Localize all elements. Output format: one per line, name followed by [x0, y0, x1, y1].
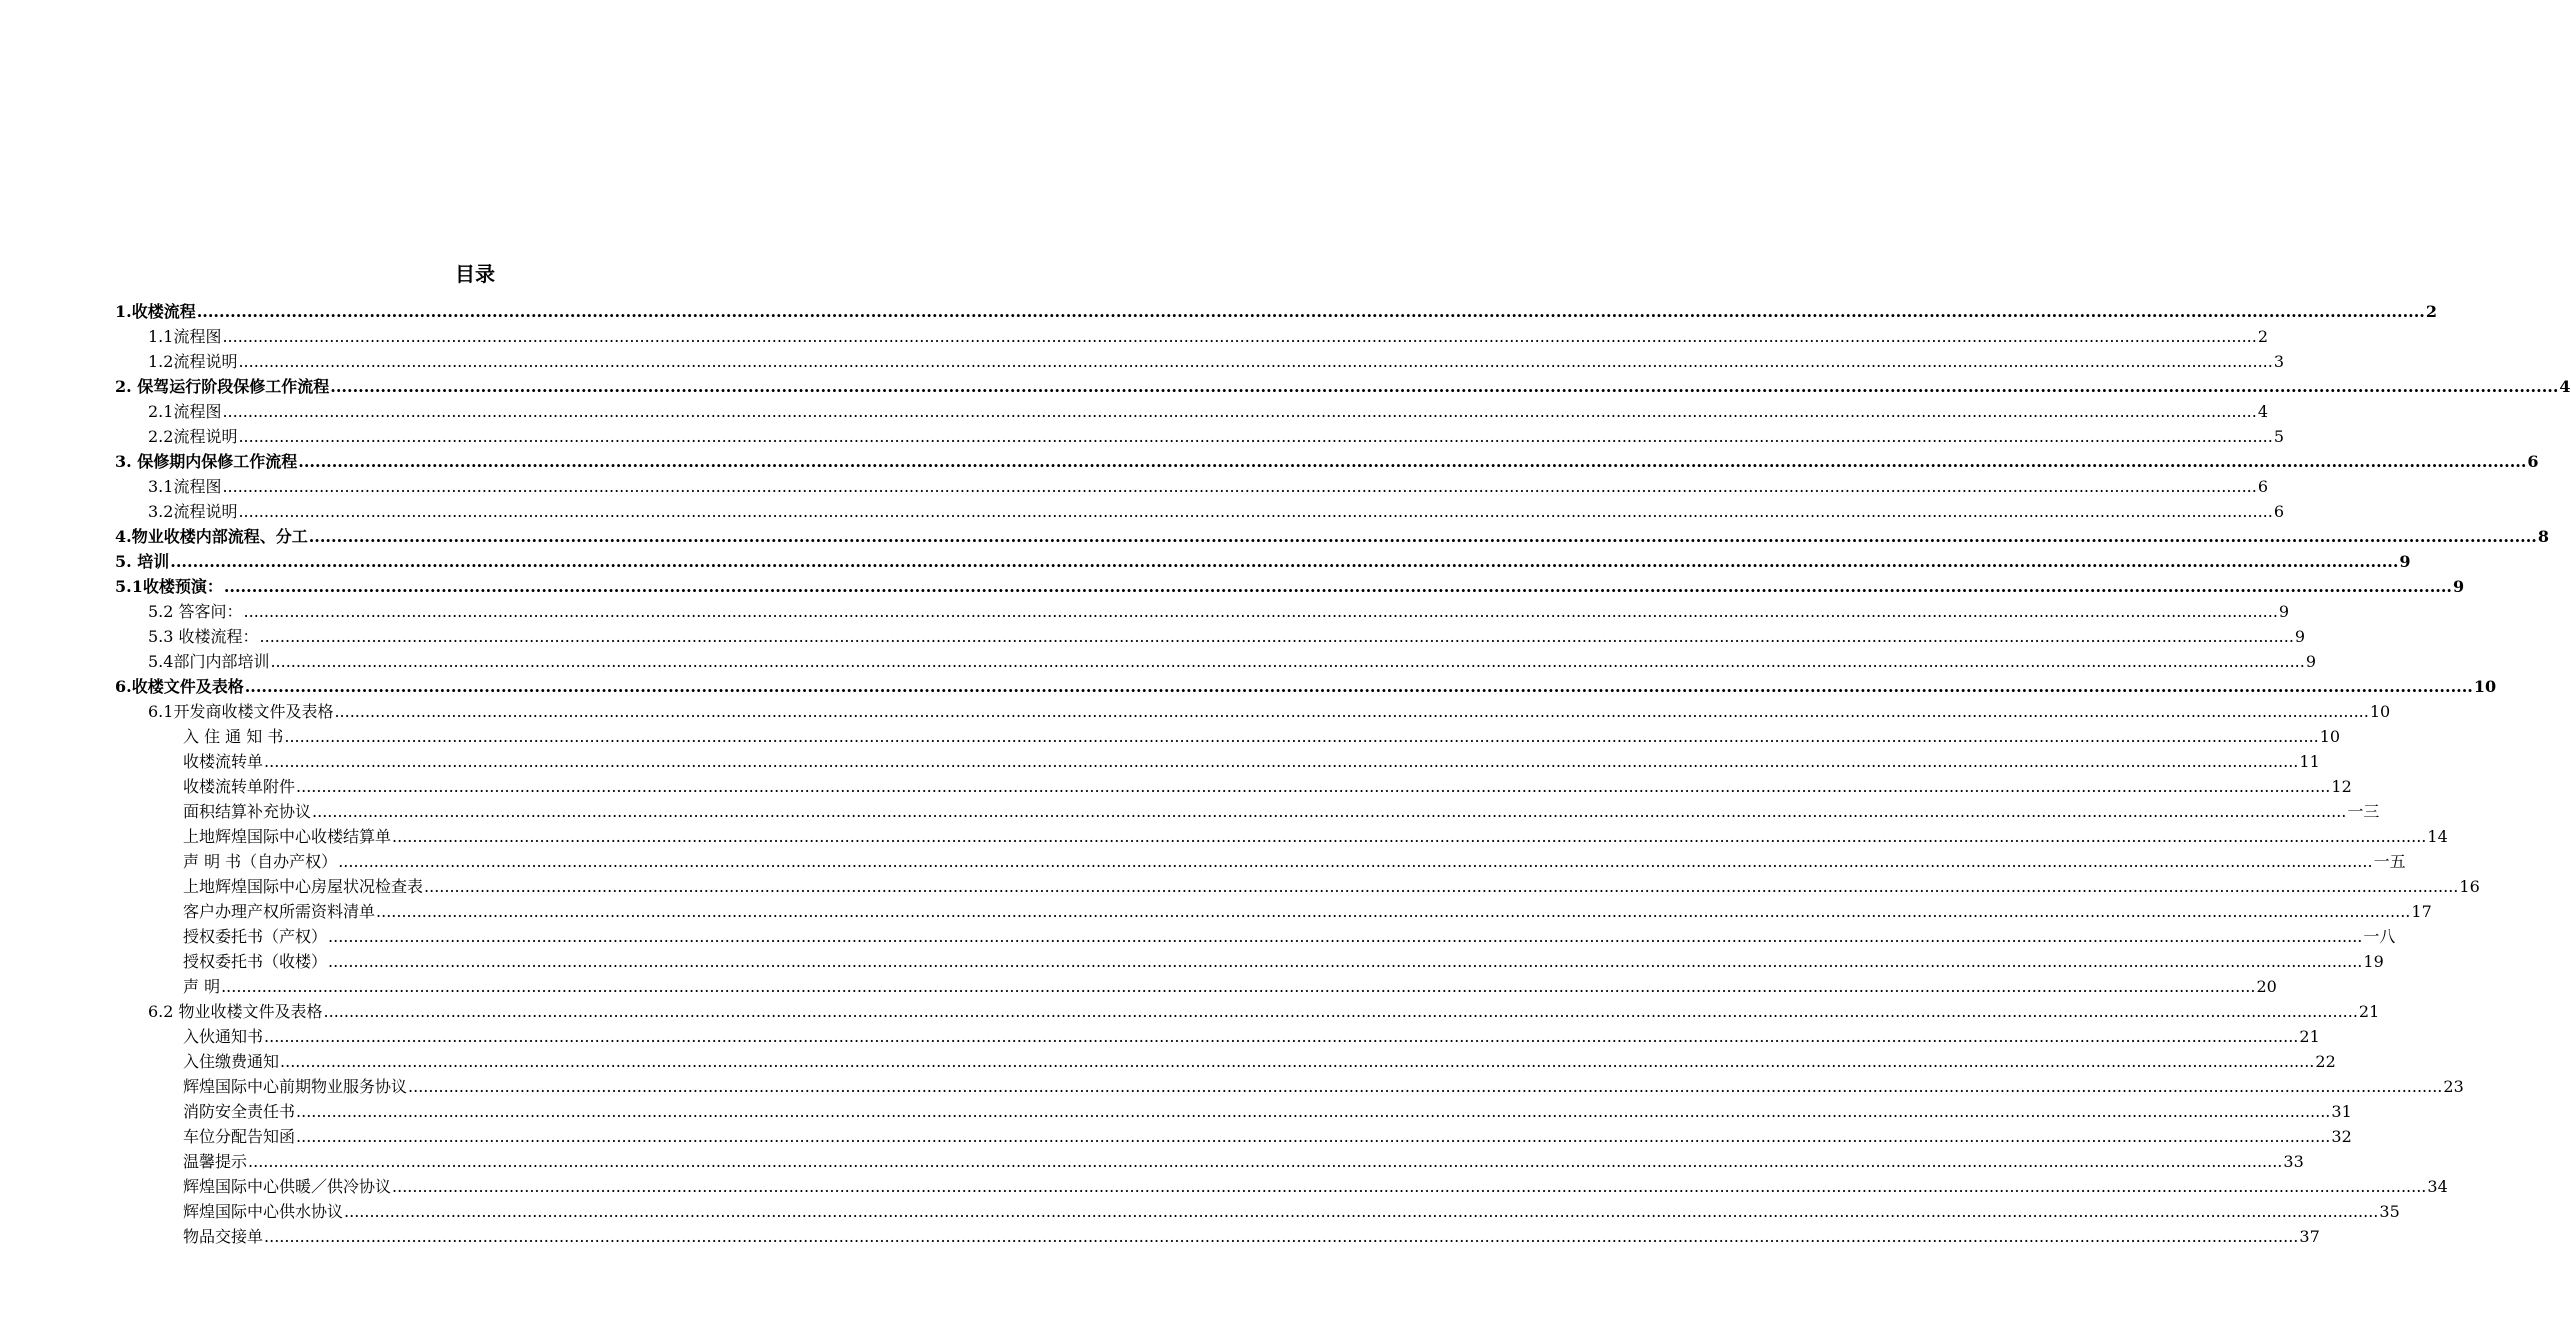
toc-entry-label: 面积结算补充协议 [183, 802, 312, 821]
toc-entry-page: 10 [2369, 702, 2391, 721]
toc-entry[interactable] [115, 773, 2352, 798]
toc-dot-leader: ................................................................................................................................................................................................................................................................................................................................................................................................................ [308, 527, 2537, 546]
toc-dot-leader: ................................................................................................................................................................................................................................................................................................................................................................................................................ [392, 1177, 2427, 1196]
toc-entry[interactable] [115, 1098, 2352, 1123]
toc-entry-page: 12 [2331, 777, 2352, 796]
toc-entry-page: 16 [2459, 877, 2480, 896]
toc-dot-leader: ................................................................................................................................................................................................................................................................................................................................................................................................................ [344, 1202, 2379, 1221]
toc-entry-label: 4.物业收楼内部流程、分工 [115, 527, 308, 546]
toc-dot-leader: ................................................................................................................................................................................................................................................................................................................................................................................................................ [248, 1152, 2283, 1171]
toc-dot-leader: ................................................................................................................................................................................................................................................................................................................................................................................................................ [196, 302, 2425, 321]
toc-entry-page: 22 [2315, 1052, 2336, 1071]
toc-entry-label: 1.收楼流程 [115, 302, 196, 321]
toc-entry-page: 10 [2473, 677, 2497, 696]
toc-entry[interactable] [115, 673, 2497, 698]
toc-entry-page: 11 [2299, 752, 2320, 771]
table-of-contents [115, 298, 2571, 1248]
toc-entry-page: 一八 [2363, 927, 2396, 946]
toc-entry-label: 5.2 答客问： [148, 602, 243, 621]
toc-dot-leader: ................................................................................................................................................................................................................................................................................................................................................................................................................ [312, 802, 2347, 821]
toc-entry-label: 收楼流转单附件 [183, 777, 296, 796]
toc-dot-leader: ................................................................................................................................................................................................................................................................................................................................................................................................................ [296, 1127, 2331, 1146]
toc-entry-page: 5 [2273, 427, 2285, 446]
toc-entry-label: 入伙通知书 [183, 1027, 264, 1046]
toc-entry-page: 2 [2257, 327, 2269, 346]
toc-entry-label: 5. 培训 [115, 552, 170, 571]
toc-entry-page: 17 [2411, 902, 2432, 921]
toc-entry-page: 31 [2331, 1102, 2352, 1121]
toc-entry-label: 辉煌国际中心供暖／供冷协议 [183, 1177, 392, 1196]
toc-dot-leader: ................................................................................................................................................................................................................................................................................................................................................................................................................ [323, 1002, 2358, 1021]
toc-dot-leader: ................................................................................................................................................................................................................................................................................................................................................................................................................ [221, 977, 2256, 996]
toc-entry-label: 3.1流程图 [148, 477, 222, 496]
toc-entry-label: 声 明 [183, 977, 221, 996]
toc-entry-page: 21 [2358, 1002, 2380, 1021]
toc-entry-page: 21 [2299, 1027, 2320, 1046]
toc-entry-label: 2. 保驾运行阶段保修工作流程 [115, 377, 330, 396]
toc-entry-label: 收楼流转单 [183, 752, 264, 771]
toc-entry-page: 9 [2294, 627, 2306, 646]
toc-entry-page: 9 [2399, 552, 2411, 571]
toc-entry-page: 10 [2319, 727, 2341, 746]
toc-entry-page: 35 [2379, 1202, 2400, 1221]
toc-entry[interactable] [115, 1023, 2320, 1048]
toc-entry[interactable] [115, 548, 2411, 573]
toc-dot-leader: ................................................................................................................................................................................................................................................................................................................................................................................................................ [280, 1052, 2315, 1071]
toc-entry-label: 6.收楼文件及表格 [115, 677, 244, 696]
toc-entry-label: 3.2流程说明 [148, 502, 238, 521]
toc-dot-leader: ................................................................................................................................................................................................................................................................................................................................................................................................................ [222, 402, 2257, 421]
toc-entry[interactable] [115, 348, 2285, 373]
toc-entry-label: 客户办理产权所需资料清单 [183, 902, 376, 921]
toc-entry-label: 1.1流程图 [148, 327, 222, 346]
toc-entry[interactable] [115, 723, 2341, 748]
toc-entry-label: 5.4部门内部培训 [148, 652, 270, 671]
toc-entry-label: 5.1收楼预演： [115, 577, 223, 596]
toc-entry-label: 辉煌国际中心前期物业服务协议 [183, 1077, 408, 1096]
toc-entry-label: 6.1开发商收楼文件及表格 [148, 702, 334, 721]
toc-entry-label: 授权委托书（产权） [183, 927, 328, 946]
toc-entry[interactable] [115, 598, 2290, 623]
toc-dot-leader: ................................................................................................................................................................................................................................................................................................................................................................................................................ [328, 927, 2363, 946]
toc-entry[interactable] [115, 973, 2277, 998]
toc-entry-page: 2 [2425, 302, 2437, 321]
toc-entry-label: 授权委托书（收楼） [183, 952, 328, 971]
toc-dot-leader: ................................................................................................................................................................................................................................................................................................................................................................................................................ [328, 952, 2363, 971]
toc-entry-page: 19 [2363, 952, 2384, 971]
toc-dot-leader: ................................................................................................................................................................................................................................................................................................................................................................................................................ [424, 877, 2459, 896]
toc-dot-leader: ................................................................................................................................................................................................................................................................................................................................................................................................................ [238, 352, 2273, 371]
toc-entry-label: 车位分配告知函 [183, 1127, 296, 1146]
toc-entry-page: 9 [2278, 602, 2290, 621]
toc-entry[interactable] [115, 923, 2396, 948]
toc-dot-leader: ................................................................................................................................................................................................................................................................................................................................................................................................................ [238, 427, 2273, 446]
toc-dot-leader: ................................................................................................................................................................................................................................................................................................................................................................................................................ [338, 852, 2373, 871]
toc-entry[interactable] [115, 798, 2380, 823]
toc-entry-label: 6.2 物业收楼文件及表格 [148, 1002, 323, 1021]
toc-dot-leader: ................................................................................................................................................................................................................................................................................................................................................................................................................ [264, 1227, 2299, 1246]
toc-entry-page: 14 [2427, 827, 2448, 846]
toc-entry[interactable] [115, 1173, 2448, 1198]
toc-dot-leader: ................................................................................................................................................................................................................................................................................................................................................................................................................ [284, 727, 2319, 746]
toc-entry[interactable] [115, 373, 2571, 398]
toc-entry[interactable] [115, 323, 2269, 348]
toc-entry-label: 1.2流程说明 [148, 352, 238, 371]
toc-entry-page: 4 [2257, 402, 2269, 421]
toc-entry-page: 33 [2283, 1152, 2304, 1171]
toc-dot-leader: ................................................................................................................................................................................................................................................................................................................................................................................................................ [223, 577, 2452, 596]
toc-entry-page: 6 [2527, 452, 2539, 471]
toc-dot-leader: ................................................................................................................................................................................................................................................................................................................................................................................................................ [259, 627, 2294, 646]
toc-dot-leader: ................................................................................................................................................................................................................................................................................................................................................................................................................ [222, 327, 2257, 346]
toc-dot-leader: ................................................................................................................................................................................................................................................................................................................................................................................................................ [264, 752, 2299, 771]
toc-entry-page: 34 [2427, 1177, 2448, 1196]
toc-entry[interactable] [115, 298, 2437, 323]
toc-dot-leader: ................................................................................................................................................................................................................................................................................................................................................................................................................ [264, 1027, 2299, 1046]
toc-entry-page: 23 [2443, 1077, 2464, 1096]
toc-entry-page: 32 [2331, 1127, 2352, 1146]
toc-dot-leader: ................................................................................................................................................................................................................................................................................................................................................................................................................ [243, 602, 2278, 621]
toc-entry[interactable] [115, 1123, 2352, 1148]
toc-dot-leader: ................................................................................................................................................................................................................................................................................................................................................................................................................ [170, 552, 2399, 571]
toc-entry-label: 温馨提示 [183, 1152, 248, 1171]
toc-entry[interactable] [115, 1198, 2400, 1223]
toc-entry[interactable] [115, 948, 2384, 973]
toc-entry[interactable] [115, 473, 2269, 498]
toc-entry-label: 上地辉煌国际中心收楼结算单 [183, 827, 392, 846]
toc-entry[interactable] [115, 998, 2380, 1023]
toc-dot-leader: ................................................................................................................................................................................................................................................................................................................................................................................................................ [296, 777, 2331, 796]
toc-entry-page: 6 [2257, 477, 2269, 496]
toc-entry[interactable] [115, 873, 2480, 898]
toc-dot-leader: ................................................................................................................................................................................................................................................................................................................................................................................................................ [330, 377, 2559, 396]
toc-dot-leader: ................................................................................................................................................................................................................................................................................................................................................................................................................ [244, 677, 2473, 696]
toc-entry[interactable] [115, 898, 2432, 923]
toc-entry-label: 物品交接单 [183, 1227, 264, 1246]
toc-dot-leader: ................................................................................................................................................................................................................................................................................................................................................................................................................ [238, 502, 2273, 521]
toc-entry[interactable] [115, 848, 2406, 873]
toc-entry-label: 5.3 收楼流程： [148, 627, 259, 646]
toc-dot-leader: ................................................................................................................................................................................................................................................................................................................................................................................................................ [296, 1102, 2331, 1121]
toc-dot-leader: ................................................................................................................................................................................................................................................................................................................................................................................................................ [408, 1077, 2443, 1096]
toc-entry[interactable] [115, 698, 2391, 723]
toc-entry-label: 声 明 书（自办产权） [183, 852, 338, 871]
toc-entry-page: 一三 [2347, 802, 2380, 821]
toc-entry[interactable] [115, 1148, 2304, 1173]
toc-dot-leader: ................................................................................................................................................................................................................................................................................................................................................................................................................ [270, 652, 2305, 671]
toc-entry[interactable] [115, 1073, 2464, 1098]
toc-dot-leader: ................................................................................................................................................................................................................................................................................................................................................................................................................ [376, 902, 2411, 921]
toc-entry-label: 3. 保修期内保修工作流程 [115, 452, 298, 471]
toc-entry[interactable] [115, 823, 2448, 848]
toc-entry-page: 6 [2273, 502, 2285, 521]
toc-entry[interactable] [115, 498, 2285, 523]
toc-entry-label: 2.2流程说明 [148, 427, 238, 446]
toc-entry-page: 37 [2299, 1227, 2320, 1246]
toc-entry-label: 上地辉煌国际中心房屋状况检查表 [183, 877, 424, 896]
toc-entry-page: 9 [2452, 577, 2465, 596]
toc-entry[interactable] [115, 448, 2539, 473]
toc-dot-leader: ................................................................................................................................................................................................................................................................................................................................................................................................................ [392, 827, 2427, 846]
toc-entry-page: 3 [2273, 352, 2285, 371]
toc-entry[interactable] [115, 573, 2465, 598]
toc-entry-label: 辉煌国际中心供水协议 [183, 1202, 344, 1221]
toc-entry[interactable] [115, 1048, 2336, 1073]
toc-entry[interactable] [115, 648, 2317, 673]
toc-entry[interactable] [115, 398, 2269, 423]
toc-entry[interactable] [115, 748, 2320, 773]
toc-dot-leader: ................................................................................................................................................................................................................................................................................................................................................................................................................ [298, 452, 2527, 471]
toc-entry-page: 8 [2537, 527, 2549, 546]
toc-entry[interactable] [115, 423, 2285, 448]
toc-entry-label: 入 住 通 知 书 [183, 727, 284, 746]
toc-dot-leader: ................................................................................................................................................................................................................................................................................................................................................................................................................ [222, 477, 2257, 496]
toc-dot-leader: ................................................................................................................................................................................................................................................................................................................................................................................................................ [334, 702, 2369, 721]
toc-entry-page: 4 [2559, 377, 2571, 396]
toc-entry[interactable] [115, 1223, 2320, 1248]
toc-title: 目录 [455, 262, 495, 286]
toc-entry-page: 20 [2256, 977, 2277, 996]
toc-entry-page: 9 [2305, 652, 2317, 671]
toc-entry-page: 一五 [2373, 852, 2406, 871]
toc-entry-label: 消防安全责任书 [183, 1102, 296, 1121]
toc-entry-label: 2.1流程图 [148, 402, 222, 421]
toc-entry-label: 入住缴费通知 [183, 1052, 280, 1071]
toc-entry[interactable] [115, 623, 2306, 648]
toc-entry[interactable] [115, 523, 2549, 548]
